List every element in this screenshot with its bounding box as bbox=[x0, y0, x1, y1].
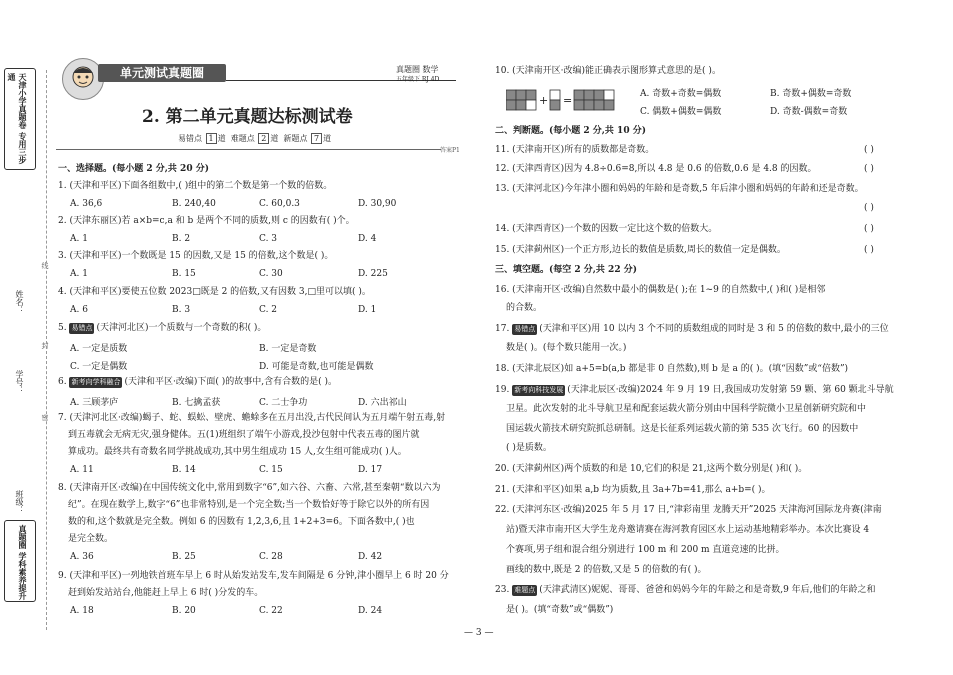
q7-opt-d[interactable]: D. 17 bbox=[358, 465, 383, 475]
q6-text: (天津和平区·改编)下面( )的故事中,含有合数的是( )。 bbox=[124, 377, 337, 387]
q2-opt-a[interactable]: A. 1 bbox=[70, 234, 88, 244]
q10-opt-d[interactable]: D. 奇数-偶数=奇数 bbox=[770, 107, 848, 117]
q6-number: 6. bbox=[58, 377, 67, 387]
new-count: 7 bbox=[311, 133, 322, 144]
q6-opt-c[interactable]: C. 二士争功 bbox=[259, 398, 308, 408]
q19-line-1 bbox=[495, 385, 894, 396]
q3-text: 3. (天津和平区)一个数既是 15 的因数,又是 15 的倍数,这个数是( )。 bbox=[58, 251, 334, 261]
mascot-icon bbox=[63, 59, 103, 99]
section-judge: 二、判断题。(每小题 2 分,共 10 分) bbox=[495, 126, 646, 136]
plus-sign: + bbox=[539, 94, 549, 107]
q7-opt-c[interactable]: C. 15 bbox=[259, 465, 283, 475]
q8-line-4: 是完全数。 bbox=[68, 534, 114, 544]
q3-opt-a[interactable]: A. 1 bbox=[70, 269, 88, 279]
q12-answer[interactable]: ( ) bbox=[864, 164, 874, 174]
answer-ref: 答案P1 bbox=[440, 147, 460, 154]
q22-line-1: 22. (天津河东区·改编)2025 年 5 月 17 日,“津彩南里 龙腾天开”2025 天津海河国际龙舟赛(津南 bbox=[495, 505, 882, 515]
q5-opt-b[interactable]: B. 一定是奇数 bbox=[259, 344, 317, 354]
q3-opt-b[interactable]: B. 15 bbox=[172, 269, 196, 279]
easy-count: 1 bbox=[206, 133, 217, 144]
top-badge bbox=[4, 68, 36, 170]
q5-tag: 易错点 bbox=[71, 324, 93, 332]
q8-line-3: 数的和,这个数就是完全数。例如 6 的因数有 1,2,3,6,且 1+2+3=6。下面各数中,( )也 bbox=[68, 517, 415, 527]
q7-line-3: 算成功。最终共有奇数名同学挑战成功,其中男生组成功 15 人,女生组可能成功( )人。 bbox=[68, 447, 407, 457]
hard-unit: 道 bbox=[270, 134, 279, 143]
q17-line-1 bbox=[495, 324, 889, 335]
q19-tag: 新考向科技发展 bbox=[514, 386, 564, 394]
q1-opt-c[interactable]: C. 60,0.3 bbox=[259, 199, 300, 209]
q16-line-1: 16. (天津南开区·改编)自然数中最小的偶数是( );在 1~9 的自然数中,( )和( )是相邻 bbox=[495, 285, 826, 295]
header-grade: 五年级下 RJ 4D bbox=[396, 76, 440, 83]
q7-line-2: 到五毒就会无病无灾,强身健体。五(1)班组织了端午小游戏,投沙包射中代表五毒的图片就 bbox=[68, 430, 420, 440]
q19-number: 19. bbox=[495, 385, 510, 395]
cut-mark-2: 封 bbox=[41, 342, 49, 349]
q6-opt-b[interactable]: B. 七擒孟获 bbox=[172, 398, 221, 408]
q5-opt-d[interactable]: D. 可能是奇数,也可能是偶数 bbox=[259, 362, 374, 372]
hard-count: 2 bbox=[258, 133, 269, 144]
q3-opt-c[interactable]: C. 30 bbox=[259, 269, 283, 279]
page-number: — 3 — bbox=[464, 628, 494, 638]
q1-opt-a[interactable]: A. 36,6 bbox=[70, 199, 103, 209]
q9-opt-b[interactable]: B. 20 bbox=[172, 606, 196, 616]
q22-line-4: 画线的数中,既是 2 的倍数,又是 5 的倍数的有( )。 bbox=[506, 565, 707, 575]
q6 bbox=[58, 377, 337, 388]
q13-answer[interactable]: ( ) bbox=[864, 203, 874, 213]
q10-opt-a[interactable]: A. 奇数+奇数=偶数 bbox=[640, 89, 722, 99]
q20-text: 20. (天津蓟州区)两个质数的和是 10,它们的积是 21,这两个数分别是( )和( )。 bbox=[495, 464, 808, 474]
q23-line-1 bbox=[495, 585, 876, 596]
q8-opt-b[interactable]: B. 25 bbox=[172, 552, 196, 562]
binding-sidebar bbox=[4, 60, 49, 620]
q19-line-4 bbox=[506, 443, 552, 454]
q4-opt-b[interactable]: B. 3 bbox=[172, 305, 191, 315]
q8-line-2: 纪”。在现在数学上,数字“6”也非常特别,是一个完全数;当一个数恰好等于除它以外的所有因 bbox=[68, 500, 430, 510]
id-field-label: 学号： bbox=[15, 370, 24, 394]
difficulty-stats bbox=[178, 133, 331, 144]
q19-line-2: 卫星。此次发射的北斗导航卫星和配套运载火箭分别由中国科学院微小卫星创新研究院和中 bbox=[506, 404, 867, 414]
q22-line-3: 个赛项,男子组和混合组分别进行 100 m 和 200 m 直道竞速的比拼。 bbox=[506, 545, 785, 555]
q10-figure bbox=[506, 88, 628, 118]
equals-sign: = bbox=[563, 94, 573, 107]
q10-text: 10. (天津南开区·改编)能正确表示图形算式意思的是( )。 bbox=[495, 66, 721, 76]
q17-tag: 易错点 bbox=[514, 325, 536, 333]
q23-line-2: 是( )。(填“奇数”或“偶数”) bbox=[506, 605, 614, 615]
q7-opt-b[interactable]: B. 14 bbox=[172, 465, 196, 475]
q14-text: 14. (天津西青区)一个数的因数一定比这个数的倍数大。 bbox=[495, 224, 718, 234]
cut-mark-1: 线 bbox=[41, 262, 49, 269]
q8-line-1: 8. (天津南开区·改编)在中国传统文化中,常用到数字“6”,如六谷、六畜、六常,甚至秦朝“数以六为 bbox=[58, 483, 441, 493]
q5 bbox=[58, 323, 266, 334]
q3-opt-d[interactable]: D. 225 bbox=[358, 269, 388, 279]
section-fill: 三、填空题。(每空 2 分,共 22 分) bbox=[495, 265, 637, 275]
q1-opt-b[interactable]: B. 240,40 bbox=[172, 199, 216, 209]
q5-number: 5. bbox=[58, 323, 67, 333]
header-right-label: 真题圈 数学 bbox=[396, 65, 439, 74]
q4-text: 4. (天津和平区)要使五位数 2023□既是 2 的倍数,又有因数 3,□里可以填( )。 bbox=[58, 287, 371, 297]
q19-text: (天津北辰区·改编)2024 年 9 月 19 日,我国成功发射第 59 颗、第 60 颗北斗导航 bbox=[567, 385, 894, 395]
q7-line-1: 7. (天津河北区·改编)蝎子、蛇、蜈蚣、壁虎、蟾蜍多在五月出没,古代民间认为五月端午射五毒,射 bbox=[58, 413, 446, 423]
cut-mark-3: 密 bbox=[41, 414, 49, 421]
q10-opt-c[interactable]: C. 偶数+偶数=偶数 bbox=[640, 107, 722, 117]
q7-opt-a[interactable]: A. 11 bbox=[70, 465, 94, 475]
q9-opt-a[interactable]: A. 18 bbox=[70, 606, 94, 616]
q23-tag: 难题点 bbox=[514, 586, 536, 594]
q5-opt-a[interactable]: A. 一定是质数 bbox=[70, 344, 128, 354]
q14-answer[interactable]: ( ) bbox=[864, 224, 874, 234]
q23-text: (天津武清区)妮妮、哥哥、爸爸和妈妈今年的年龄之和是奇数,9 年后,他们的年龄之和 bbox=[539, 585, 876, 595]
q15-answer[interactable]: ( ) bbox=[864, 245, 874, 255]
q2-text: 2. (天津东丽区)若 a×b=c,a 和 b 是两个不同的质数,则 c 的因数有( )个。 bbox=[58, 216, 355, 226]
q6-opt-d[interactable]: D. 六出祁山 bbox=[358, 398, 407, 408]
easy-unit: 道 bbox=[217, 134, 226, 143]
q15-text: 15. (天津蓟州区)一个正方形,边长的数值是质数,周长的数值一定是偶数。 bbox=[495, 245, 786, 255]
bottom-badge-text: 真题圈 学科素养提升 bbox=[18, 525, 28, 600]
top-badge-text: 天津小学真题卷 专用三步通 bbox=[7, 73, 28, 164]
q5-text: (天津河北区)一个质数与一个奇数的积( )。 bbox=[96, 323, 267, 333]
class-field-label: 班级： bbox=[15, 490, 24, 514]
q5-opt-c[interactable]: C. 一定是偶数 bbox=[70, 362, 128, 372]
q2-opt-c[interactable]: C. 3 bbox=[259, 234, 278, 244]
q17-line-2: 数是( )。(每个数只能用一次。) bbox=[506, 343, 627, 353]
easy-label: 易错点 bbox=[178, 134, 202, 143]
q4-opt-a[interactable]: A. 6 bbox=[70, 305, 88, 315]
q21-text: 21. (天津和平区)如果 a,b 均为质数,且 3a+7b=41,那么 a+b=( )。 bbox=[495, 485, 771, 495]
q6-opt-a[interactable]: A. 三顾茅庐 bbox=[70, 398, 119, 408]
cut-line bbox=[46, 70, 47, 630]
q1-text: 1. (天津和平区)下面各组数中,( )组中的第二个数是第一个数的倍数。 bbox=[58, 181, 333, 191]
q9-line-2: 赶到始发站站台,他能赶上早上 6 时( )分发的车。 bbox=[68, 588, 264, 598]
q17-number: 17. bbox=[495, 324, 510, 334]
q17-text: (天津和平区)用 10 以内 3 个不同的质数组成的同时是 3 和 5 的倍数的数中,最小的三位 bbox=[539, 324, 889, 334]
q12-text: 12. (天津西青区)因为 4.8÷0.6=8,所以 4.8 是 0.6 的倍数,0.6 是 4.8 的因数。 bbox=[495, 164, 817, 174]
q11-answer[interactable]: ( ) bbox=[864, 145, 874, 155]
q4-opt-d[interactable]: D. 1 bbox=[358, 305, 377, 315]
q19-answer[interactable]: ( ) bbox=[506, 443, 516, 453]
q9-opt-d[interactable]: D. 24 bbox=[358, 606, 383, 616]
q18-text: 18. (天津北辰区)如 a+5=b(a,b 都是非 0 自然数),则 b 是 a 的( )。(填“因数”或“倍数”) bbox=[495, 364, 849, 374]
hard-label: 难题点 bbox=[230, 134, 255, 143]
section-choice: 一、选择题。(每小题 2 分,共 20 分) bbox=[58, 164, 209, 174]
q9-line-1: 9. (天津和平区)一列地铁首班车早上 6 时从始发站发车,发车间隔是 6 分钟,津小圈早上 6 时 20 分 bbox=[58, 571, 449, 581]
q8-opt-d[interactable]: D. 42 bbox=[358, 552, 383, 562]
q23-number: 23. bbox=[495, 585, 510, 595]
q19-line-3: 国运载火箭技术研究院抓总研制。这是长征系列运载火箭的第 535 次飞行。60 的因数中 bbox=[506, 424, 859, 434]
new-label: 新题点 bbox=[283, 134, 308, 143]
q8-opt-c[interactable]: C. 28 bbox=[259, 552, 283, 562]
q11-text: 11. (天津南开区)所有的质数都是奇数。 bbox=[495, 145, 655, 155]
new-unit: 道 bbox=[323, 134, 332, 143]
q2-opt-d[interactable]: D. 4 bbox=[358, 234, 377, 244]
page-title: 2. 第二单元真题达标测试卷 bbox=[142, 107, 353, 127]
bottom-badge bbox=[4, 520, 36, 602]
q1-opt-d[interactable]: D. 30,90 bbox=[358, 199, 397, 209]
q16-line-2: 的合数。 bbox=[506, 303, 543, 313]
name-field-label: 姓名： bbox=[15, 290, 24, 314]
q19-tail: 是质数。 bbox=[515, 443, 552, 453]
q10-opt-b[interactable]: B. 奇数+偶数=奇数 bbox=[770, 89, 852, 99]
q22-line-2: 站)暨天津市南开区大学生龙舟邀请赛在海河教育园区水上运动基地精彩举办。本次比赛设 4 bbox=[506, 525, 870, 535]
q9-opt-c[interactable]: C. 22 bbox=[259, 606, 283, 616]
q6-tag: 新考向学科融合 bbox=[71, 378, 121, 386]
q2-opt-b[interactable]: B. 2 bbox=[172, 234, 191, 244]
q13-text: 13. (天津河北区)今年津小圈和妈妈的年龄和是奇数,5 年后津小圈和妈妈的年龄和还是奇数。 bbox=[495, 184, 864, 194]
q4-opt-c[interactable]: C. 2 bbox=[259, 305, 278, 315]
banner: 单元测试真题圈 bbox=[98, 64, 226, 82]
q8-opt-a[interactable]: A. 36 bbox=[70, 552, 94, 562]
